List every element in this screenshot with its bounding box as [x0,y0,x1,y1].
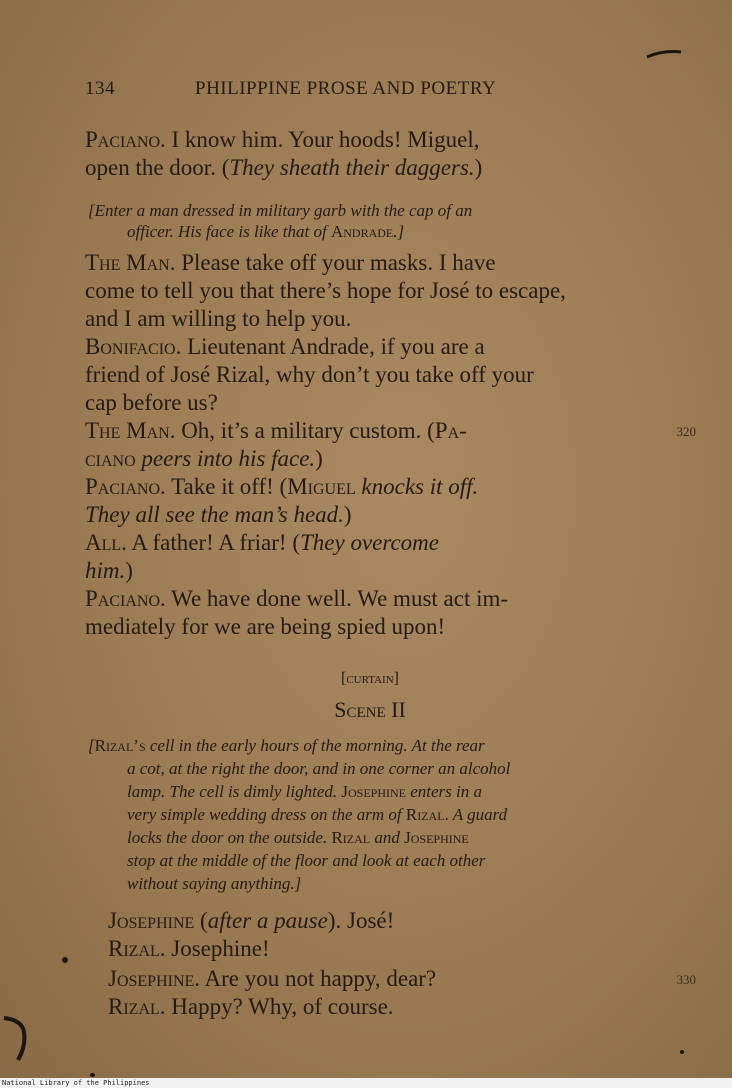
line-fragment: ). José! [327,908,395,933]
line-fragment: [ [340,670,347,687]
stage-direction-line [127,222,702,242]
text-line [85,250,660,276]
line-fragment: locks the door on the outside. [127,828,332,847]
line-fragment: Oh, it’s a military custom. ( [175,418,435,443]
line-fragment: ciano [85,446,136,471]
line-fragment: ( [194,908,208,933]
line-fragment: a cot, at the right the door, and in one corner an alcohol [127,759,511,778]
line-fragment: Lieutenant Andrade, if you are a [181,334,485,359]
line-fragment: Josephine [404,828,469,847]
text-line [85,362,660,388]
line-fragment: All. [85,530,127,555]
stage-direction-line [88,201,663,221]
line-fragment: lamp. The cell is dimly lighted. [127,782,342,801]
text-line [85,502,660,528]
page-number: 134 [85,78,115,99]
line-fragment: ) [474,155,483,180]
line-fragment: knocks it off. [355,474,479,499]
scene-heading [0,697,732,723]
line-fragment: Please take off your masks. I have [175,250,496,275]
line-fragment: ] [393,670,399,687]
line-fragment: Miguel [287,474,356,499]
line-fragment: The Man. [85,250,176,275]
line-fragment: .] [393,222,405,241]
line-fragment: A father! A friar! ( [126,530,300,555]
line-fragment: Rizal. [108,936,166,961]
line-fragment: cell in the early hours of the morning. At the rear [145,736,485,755]
edge-mark [645,44,685,64]
line-fragment: Paciano. [85,586,166,611]
line-fragment: They sheath their daggers. [229,155,475,180]
text-line [85,558,660,584]
text-line [85,474,660,500]
stage-direction-line [88,736,663,756]
stage-direction-line [127,851,702,871]
line-fragment: ) [315,446,323,471]
text-line [85,278,660,304]
line-fragment: come to tell you that there’s hope for José to escape, [85,278,566,303]
line-fragment: Rizal [331,828,371,847]
line-fragment: him. [85,558,126,583]
text-line [108,966,683,992]
text-line [85,155,660,181]
line-fragment: peers into his face. [135,446,316,471]
line-number: 330 [676,972,696,987]
line-fragment: enters in a [405,782,483,801]
text-line [85,614,660,640]
line-fragment: ) [125,558,133,583]
running-title: PHILIPPINE PROSE AND POETRY [195,78,497,99]
stage-direction-line [127,759,702,779]
stage-direction-line [127,805,702,825]
line-fragment: Josephine [108,908,195,933]
line-fragment: without saying anything. [127,874,295,893]
text-line [85,390,660,416]
footer-credit: National Library of the Philippines [0,1078,732,1088]
line-fragment: and [370,828,405,847]
line-fragment: Bonifacio. [85,334,182,359]
line-fragment: curtain [346,670,394,687]
line-fragment: Paciano. [85,127,166,152]
stage-direction-line [127,874,702,894]
ink-spot [680,1050,684,1054]
line-fragment: They all see the man’s head. [85,502,344,527]
line-fragment: stop at the middle of the floor and look at each other [127,851,486,870]
line-fragment: Happy? Why, of course. [165,994,394,1019]
stage-direction-line [127,828,702,848]
line-fragment: A guard [448,805,508,824]
stage-direction-line [127,782,702,802]
line-fragment: Rizal’s [94,736,146,755]
line-fragment: Andrade [330,222,394,241]
text-line [85,586,660,612]
line-fragment: [Enter a man dressed in military garb with the cap of an [88,201,473,220]
text-line [108,908,683,934]
line-fragment: I know him. Your hoods! Miguel, [165,127,480,152]
text-line [108,936,683,962]
text-line [85,530,660,556]
line-fragment: Josephine [341,782,406,801]
line-fragment: The Man. [85,418,176,443]
line-fragment: Rizal. [405,805,449,824]
ink-spot [90,1073,95,1077]
text-line [85,334,660,360]
text-line [85,446,660,472]
line-fragment: [ [88,736,95,755]
line-fragment: ] [294,874,302,893]
page-header [85,78,565,100]
text-line [85,418,660,444]
ink-spot [62,957,68,963]
line-fragment: mediately for we are being spied upon! [85,614,446,639]
edge-mark [0,1010,40,1070]
line-fragment: very simple wedding dress on the arm of [127,805,406,824]
line-fragment: Rizal. [108,994,166,1019]
line-fragment: after a pause [207,908,328,933]
text-line [85,306,660,332]
line-fragment: cap before us? [85,390,218,415]
line-fragment: Paciano. [85,474,166,499]
line-fragment: They overcome [300,530,439,555]
line-fragment: Josephine! [165,936,270,961]
line-fragment: open the door. ( [85,155,230,180]
line-fragment: friend of José Rizal, why don’t you take off your [85,362,534,387]
line-number: 320 [676,424,696,439]
line-fragment: and I am willing to help you. [85,306,352,331]
text-line [85,127,660,153]
curtain-direction [0,670,732,688]
line-fragment: Take it off! ( [165,474,288,499]
line-fragment: Pa- [434,418,467,443]
line-fragment: ) [343,502,352,527]
line-fragment: We have done well. We must act im- [165,586,509,611]
line-fragment: officer. His face is like that of [127,222,331,241]
line-fragment: Scene II [334,697,406,722]
text-line [108,994,683,1020]
line-fragment: Are you not happy, dear? [200,966,437,991]
line-fragment: Josephine. [108,966,201,991]
